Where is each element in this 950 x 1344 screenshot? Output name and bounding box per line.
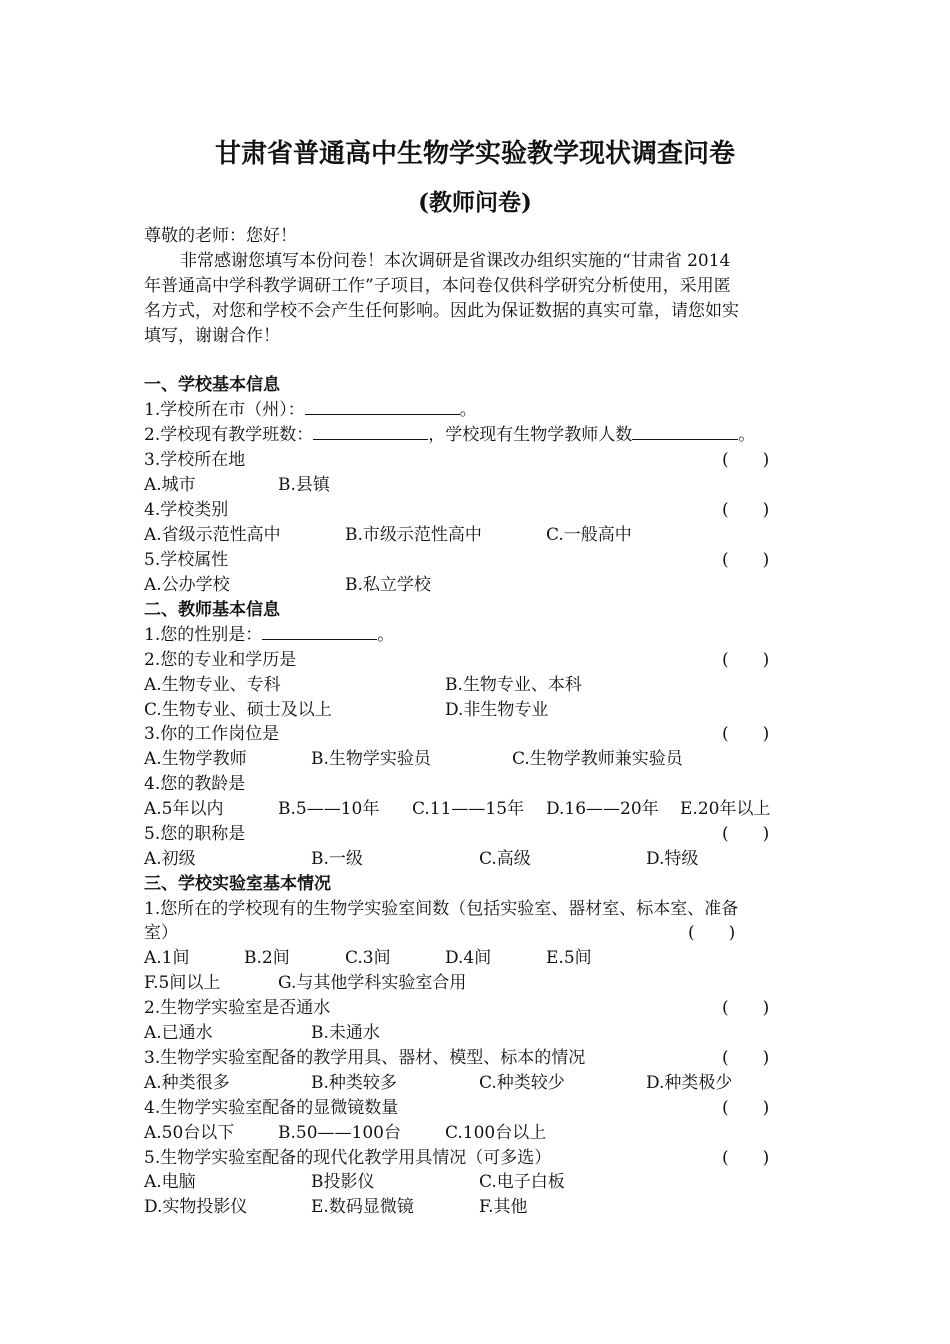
section-heading-teacher: 二、教师基本信息 [144, 600, 280, 620]
answer-paren[interactable]: ( ) [722, 1048, 770, 1068]
option[interactable]: B.生物专业、本科 [445, 675, 582, 695]
punct: 。 [377, 625, 395, 645]
question-class-count [144, 423, 755, 448]
answer-paren[interactable]: ( ) [722, 1098, 770, 1118]
question-text: 1.您的性别是： [144, 625, 263, 645]
option[interactable]: E.数码显微镜 [311, 1197, 414, 1217]
option[interactable]: A.1间 [144, 948, 190, 968]
answer-paren[interactable]: ( ) [722, 998, 770, 1018]
option[interactable]: E.20年以上 [680, 799, 771, 819]
answer-paren[interactable]: ( ) [722, 724, 770, 744]
question-title-rank: 5.您的职称是 [144, 824, 246, 844]
question-location: 3.学校所在地 [144, 450, 246, 470]
option[interactable]: B.生物学实验员 [311, 749, 431, 769]
gender-blank[interactable] [262, 623, 377, 640]
option[interactable]: A.5年以内 [144, 799, 224, 819]
punct: 。 [738, 425, 756, 445]
option[interactable]: C.11——15年 [412, 799, 525, 819]
option[interactable]: A.生物专业、专科 [144, 675, 281, 695]
option[interactable]: D.种类极少 [646, 1073, 733, 1093]
section-heading-school: 一、学校基本信息 [144, 375, 280, 395]
option[interactable]: C.3间 [345, 948, 391, 968]
option[interactable]: B.5——10年 [278, 799, 380, 819]
option[interactable]: B.一级 [311, 849, 363, 869]
question-text: ，学校现有生物学教师人数 [428, 425, 633, 445]
option[interactable]: B.种类较多 [311, 1073, 397, 1093]
option[interactable]: A.50台以下 [144, 1123, 235, 1143]
option[interactable]: D.特级 [646, 849, 699, 869]
option[interactable]: B投影仪 [311, 1172, 375, 1192]
option[interactable]: A.省级示范性高中 [144, 525, 281, 545]
option[interactable]: A.生物学教师 [144, 749, 247, 769]
question-equipment: 3.生物学实验室配备的教学用具、器材、模型、标本的情况 [144, 1048, 586, 1068]
answer-paren[interactable]: ( ) [722, 500, 770, 520]
option[interactable]: C.100台以上 [445, 1123, 547, 1143]
option[interactable]: C.生物专业、硕士及以上 [144, 700, 332, 720]
option[interactable]: F.5间以上 [144, 973, 221, 993]
option[interactable]: A.初级 [144, 849, 196, 869]
question-major: 2.您的专业和学历是 [144, 650, 297, 670]
question-lab-count: 1.您所在的学校现有的生物学实验室间数（包括实验室、器材室、标本室、准备 [144, 899, 739, 919]
answer-paren[interactable]: ( ) [722, 450, 770, 470]
class-count-blank[interactable] [313, 423, 428, 440]
option[interactable]: C.电子白板 [479, 1172, 565, 1192]
option[interactable]: A.电脑 [144, 1172, 196, 1192]
option[interactable]: C.种类较少 [479, 1073, 565, 1093]
question-school-property: 5.学校属性 [144, 550, 229, 570]
greeting: 尊敬的老师：您好！ [144, 226, 297, 246]
question-text: 1.学校所在市（州）： [144, 400, 305, 420]
answer-paren[interactable]: ( ) [688, 923, 736, 943]
option[interactable]: C.高级 [479, 849, 531, 869]
option[interactable]: B.50——100台 [278, 1123, 401, 1143]
option[interactable]: B.市级示范性高中 [345, 525, 482, 545]
question-lab-count-cont: 室） [144, 923, 178, 943]
question-gender [144, 623, 394, 648]
question-city [144, 398, 477, 423]
intro-line: 名方式，对您和学校不会产生任何影响。因此为保证数据的真实可靠，请您如实 [144, 301, 739, 321]
page-subtitle: (教师问卷) [418, 189, 532, 216]
option[interactable]: D.4间 [445, 948, 492, 968]
question-microscopes: 4.生物学实验室配备的显微镜数量 [144, 1098, 399, 1118]
option[interactable]: F.其他 [479, 1197, 528, 1217]
option[interactable]: D.实物投影仪 [144, 1197, 248, 1217]
option[interactable]: C.一般高中 [546, 525, 632, 545]
question-teaching-years: 4.您的教龄是 [144, 774, 246, 794]
question-text: 2.学校现有教学班数： [144, 425, 314, 445]
answer-paren[interactable]: ( ) [722, 550, 770, 570]
option[interactable]: B.2间 [244, 948, 290, 968]
teacher-count-blank[interactable] [632, 423, 738, 440]
option[interactable]: A.种类很多 [144, 1073, 230, 1093]
option[interactable]: D.非生物专业 [445, 700, 549, 720]
answer-paren[interactable]: ( ) [722, 824, 770, 844]
option[interactable]: B.私立学校 [345, 575, 431, 595]
question-position: 3.你的工作岗位是 [144, 724, 280, 744]
intro-line: 年普通高中学科教学调研工作”子项目，本问卷仅供科学研究分析使用，采用匿 [144, 276, 731, 296]
city-answer-blank[interactable] [305, 398, 460, 415]
option[interactable]: D.16——20年 [546, 799, 659, 819]
option[interactable]: B.未通水 [311, 1023, 380, 1043]
section-heading-lab: 三、学校实验室基本情况 [144, 874, 331, 894]
punct: 。 [459, 400, 477, 420]
intro-line: 非常感谢您填写本份问卷！本次调研是省课改办组织实施的“甘肃省 2014 [180, 251, 731, 271]
answer-paren[interactable]: ( ) [722, 1148, 770, 1168]
option[interactable]: B.县镇 [278, 475, 330, 495]
answer-paren[interactable]: ( ) [722, 650, 770, 670]
question-school-type: 4.学校类别 [144, 500, 229, 520]
option[interactable]: G.与其他学科实验室合用 [278, 973, 467, 993]
option[interactable]: A.已通水 [144, 1023, 213, 1043]
question-water: 2.生物学实验室是否通水 [144, 998, 331, 1018]
question-modern-tools: 5.生物学实验室配备的现代化教学用具情况（可多选） [144, 1148, 552, 1168]
option[interactable]: E.5间 [546, 948, 592, 968]
page-title: 甘肃省普通高中生物学实验教学现状调查问卷 [214, 139, 735, 169]
intro-line: 填写，谢谢合作！ [144, 326, 280, 346]
option[interactable]: C.生物学教师兼实验员 [512, 749, 683, 769]
option[interactable]: A.城市 [144, 475, 196, 495]
option[interactable]: A.公办学校 [144, 575, 230, 595]
